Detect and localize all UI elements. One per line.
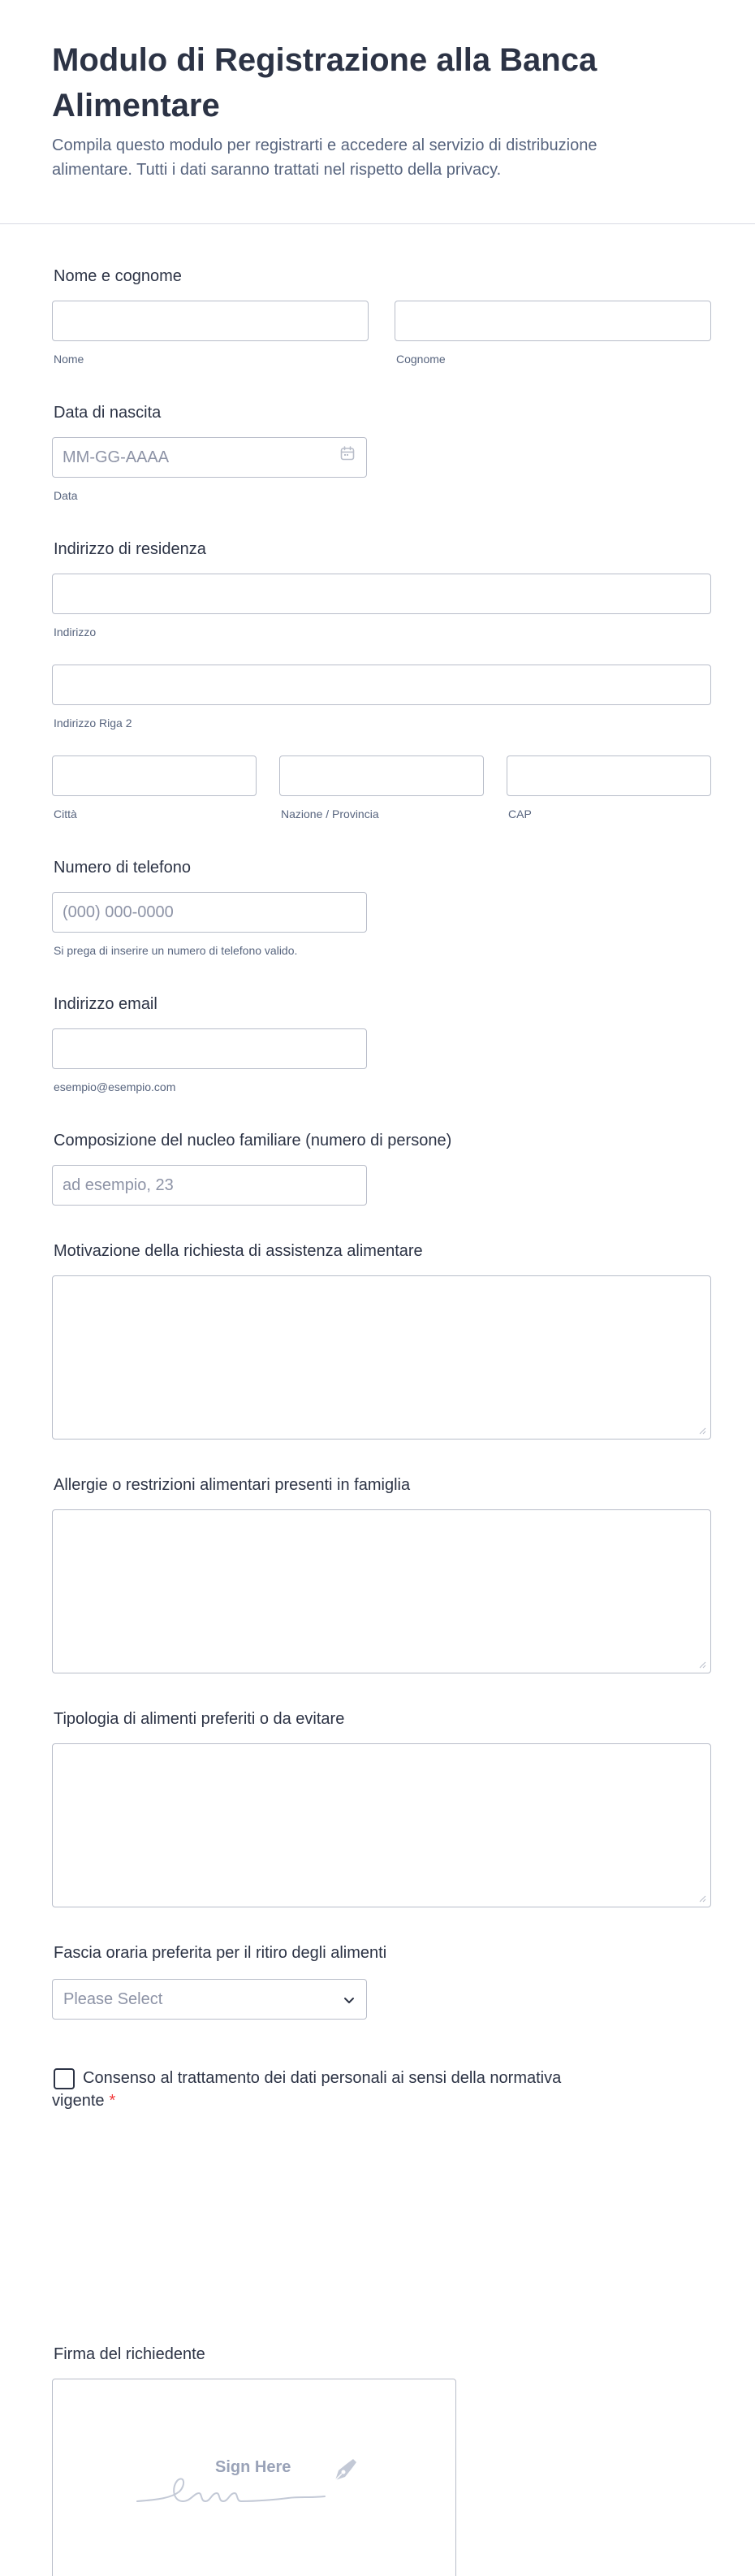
pickup-select[interactable] — [52, 1979, 367, 2020]
zip-sublabel: CAP — [508, 807, 532, 820]
consent-label — [52, 2067, 620, 2112]
form-title: Modulo di Registrazione alla Banca Alimentare — [52, 42, 598, 123]
pickup-label: Fascia oraria preferita per il ritiro degli alimenti — [54, 1944, 387, 1962]
email-input[interactable] — [52, 1028, 367, 1069]
pen-nib-icon — [330, 2456, 360, 2485]
city-sublabel: Città — [54, 807, 77, 820]
calendar-icon[interactable] — [339, 445, 356, 461]
food-types-textarea[interactable] — [52, 1743, 711, 1907]
motivation-textarea[interactable] — [52, 1275, 711, 1440]
sign-here-prompt: Sign Here — [215, 2458, 291, 2476]
first-name-input[interactable] — [52, 301, 369, 341]
household-label: Composizione del nucleo familiare (numero di persone) — [54, 1132, 452, 1149]
consent-text: Consenso al trattamento dei dati personali ai sensi della normativa vigente — [52, 2069, 562, 2110]
state-sublabel: Nazione / Provincia — [281, 807, 379, 820]
address-line2-input[interactable] — [52, 665, 711, 705]
resize-grip-icon[interactable] — [698, 1660, 706, 1669]
last-name-sublabel: Cognome — [396, 353, 446, 366]
city-input[interactable] — [52, 755, 257, 796]
phone-label: Numero di telefono — [54, 859, 191, 877]
birthdate-sublabel: Data — [54, 489, 78, 502]
state-input[interactable] — [279, 755, 484, 796]
form-header — [0, 0, 755, 224]
birthdate-input[interactable] — [52, 437, 367, 478]
household-input[interactable] — [52, 1165, 367, 1206]
address-line1-sublabel: Indirizzo — [54, 626, 97, 639]
zip-input[interactable] — [507, 755, 711, 796]
motivation-label: Motivazione della richiesta di assistenza alimentare — [54, 1242, 423, 1260]
email-label: Indirizzo email — [54, 995, 157, 1013]
allergies-textarea[interactable] — [52, 1509, 711, 1673]
form-subtitle: Compila questo modulo per registrarti e accedere al servizio di distribuzione alimentare. Tutti i dati saranno trattati nel rispetto della privacy. — [52, 136, 598, 179]
pickup-select-value: Please Select — [63, 1990, 163, 2008]
signature-pad[interactable] — [52, 2379, 456, 2576]
address-line2-sublabel: Indirizzo Riga 2 — [54, 717, 132, 730]
last-name-input[interactable] — [395, 301, 711, 341]
signature-label: Firma del richiedente — [54, 2345, 205, 2363]
first-name-sublabel: Nome — [54, 353, 84, 366]
address-line1-input[interactable] — [52, 574, 711, 614]
food-types-label: Tipologia di alimenti preferiti o da evitare — [54, 1710, 345, 1728]
chevron-down-icon — [342, 1993, 356, 2007]
name-label: Nome e cognome — [54, 267, 182, 285]
resize-grip-icon[interactable] — [698, 1894, 706, 1903]
resize-grip-icon[interactable] — [698, 1427, 706, 1435]
phone-sublabel: Si prega di inserire un numero di telefono valido. — [54, 944, 298, 957]
birthdate-label: Data di nascita — [54, 404, 162, 422]
email-sublabel: esempio@esempio.com — [54, 1080, 176, 1093]
phone-input[interactable] — [52, 892, 367, 933]
address-label: Indirizzo di residenza — [54, 540, 206, 558]
allergies-label: Allergie o restrizioni alimentari presenti in famiglia — [54, 1476, 411, 1494]
required-asterisk: * — [109, 2092, 116, 2110]
